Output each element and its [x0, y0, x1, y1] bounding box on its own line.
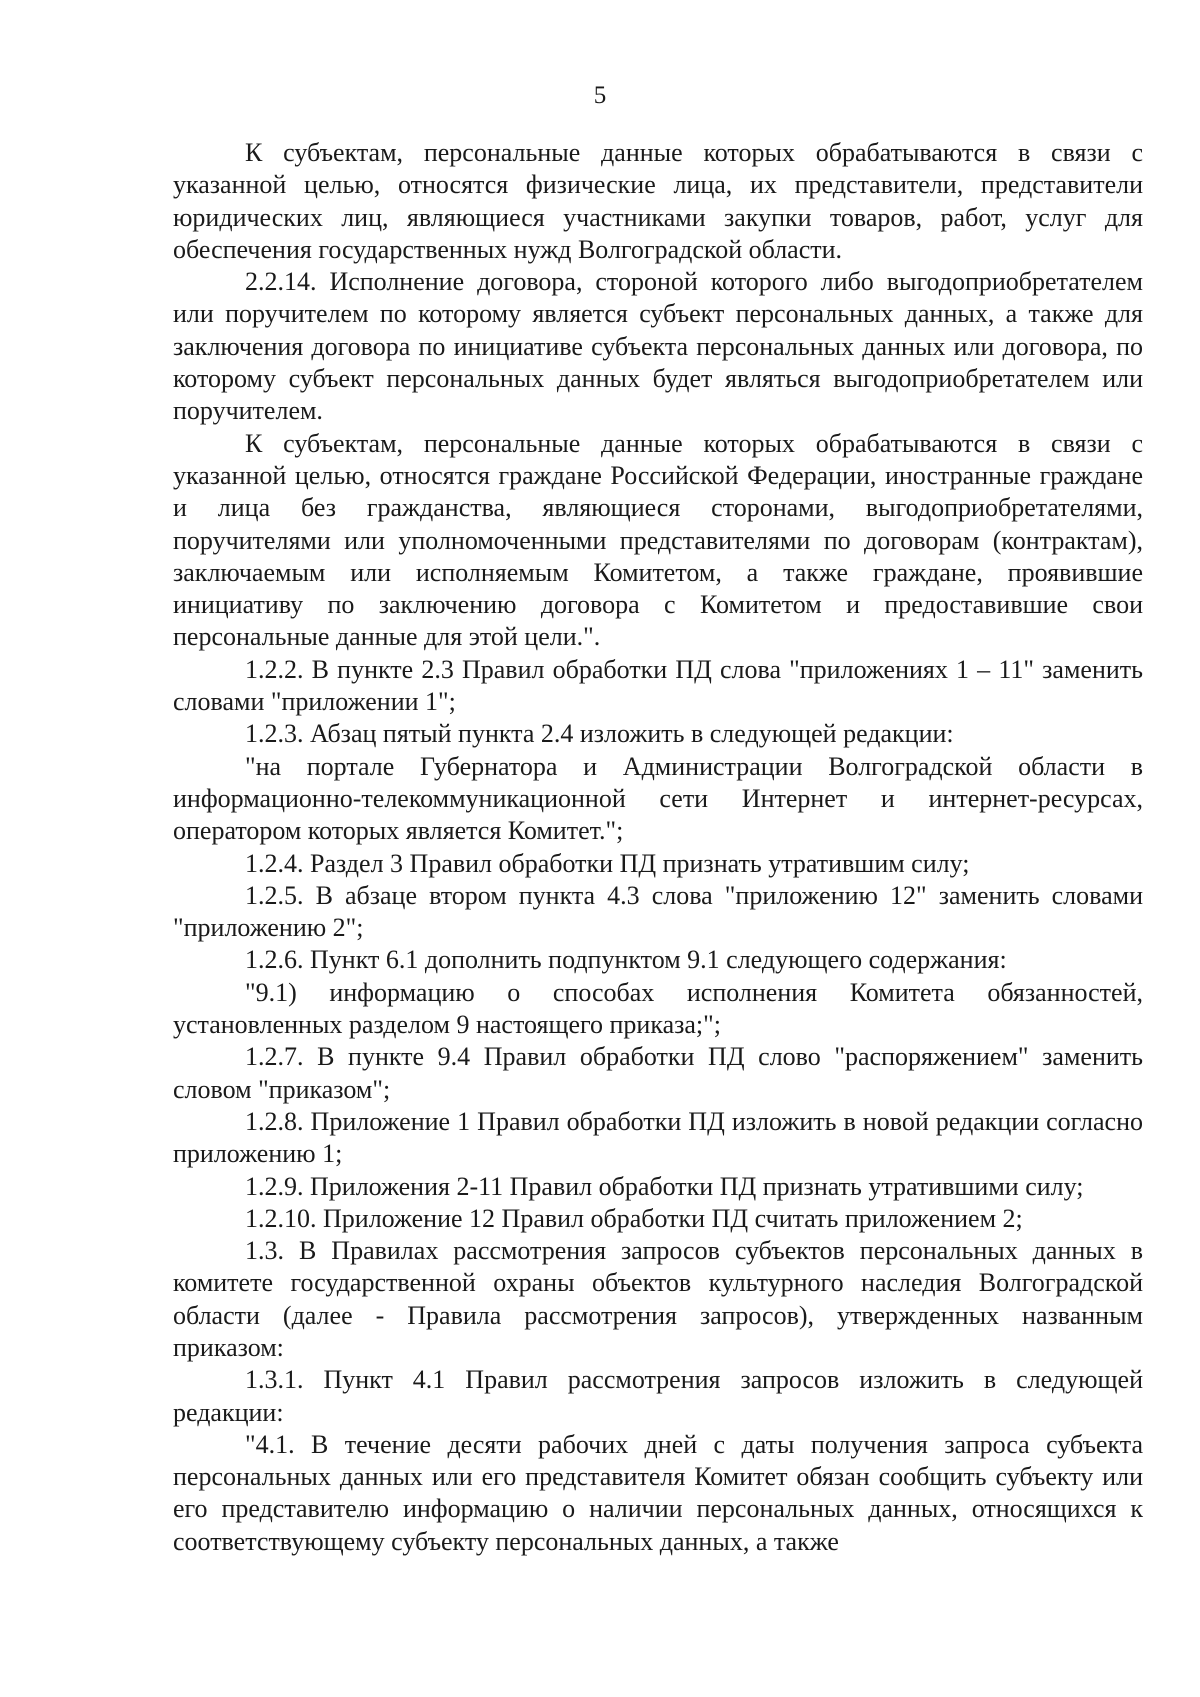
paragraph-1-2-5: 1.2.5. В абзаце втором пункта 4.3 слова "приложению 12" заменить словами "приложению 2";	[173, 880, 1143, 943]
paragraph-1-2-10: 1.2.10. Приложение 12 Правил обработки ПД считать приложением 2;	[245, 1203, 1023, 1233]
paragraph-1-2-9: 1.2.9. Приложения 2-11 Правил обработки ПД признать утратившими силу;	[245, 1171, 1084, 1201]
paragraph-4-1-quote: "4.1. В течение десяти рабочих дней с даты получения запроса субъекта персональных данных или его представителя Комитет обязан сообщить субъекту или его представителю информацию о наличии персональных данных, относящихся к соответствующему субъекту персональных данных, а также	[173, 1429, 1143, 1556]
paragraph-1-2-3: 1.2.3. Абзац пятый пункта 2.4 изложить в следующей редакции:	[245, 719, 954, 749]
page-number: 5	[593, 82, 607, 109]
paragraph-1-2-8: 1.2.8. Приложение 1 Правил обработки ПД изложить в новой редакции согласно приложению 1;	[173, 1106, 1143, 1169]
paragraph-1-2-7: 1.2.7. В пункте 9.4 Правил обработки ПД слово "распоряжением" заменить словом "приказом";	[173, 1042, 1143, 1104]
paragraph-2-2-14: 2.2.14. Исполнение договора, стороной которого либо выгодоприобретателем или поручителем по которому является субъект персональных данных, а также для заключения договора по инициативе субъекта персональных данных или договора, по которому субъект персональных данных будет являться выгодоприобретателем или поручителем.	[173, 267, 1143, 426]
document-body	[173, 137, 1143, 1558]
paragraph-subjects-procurement: К субъектам, персональные данные которых обрабатываются в связи с указанной целью, относятся физические лица, их представители, представители юридических лиц, являющиеся участниками закупки товаров, работ, услуг для обеспечения государственных нужд Волгоградской области.	[173, 138, 1143, 264]
paragraph-1-2-4: 1.2.4. Раздел 3 Правил обработки ПД признать утратившим силу;	[245, 848, 970, 878]
paragraph-portal-quote: "на портале Губернатора и Администрации Волгоградской области в информационно-телекоммуникационной сети Интернет и интернет-ресурсах, оператором которых является Комитет.";	[173, 751, 1143, 846]
paragraph-1-3: 1.3. В Правилах рассмотрения запросов субъектов персональных данных в комитете государственной охраны объектов культурного наследия Волгоградской области (далее - Правила рассмотрения запросов), утвержденных названным приказом:	[173, 1236, 1143, 1362]
paragraph-subjects-contracts: К субъектам, персональные данные которых обрабатываются в связи с указанной целью, относятся граждане Российской Федерации, иностранные граждане и лица без гражданства, являющиеся сторонами, выгодоприобретателями, поручителями или уполномоченными представителями по договорам (контрактам), заключаемым или исполняемым Комитетом, а также граждане, проявившие инициативу по заключению договора с Комитетом и предоставившие свои персональные данные для этой цели.".	[173, 428, 1143, 652]
paragraph-1-3-1: 1.3.1. Пункт 4.1 Правил рассмотрения запросов изложить в следующей редакции:	[173, 1365, 1143, 1427]
paragraph-9-1-quote: "9.1) информацию о способах исполнения Комитета обязанностей, установленных разделом 9 настоящего приказа;";	[173, 977, 1143, 1040]
paragraph-1-2-6: 1.2.6. Пункт 6.1 дополнить подпунктом 9.1 следующего содержания:	[245, 945, 1007, 975]
paragraph-1-2-2: 1.2.2. В пункте 2.3 Правил обработки ПД слова "приложениях 1 – 11" заменить словами "приложении 1";	[173, 654, 1143, 717]
